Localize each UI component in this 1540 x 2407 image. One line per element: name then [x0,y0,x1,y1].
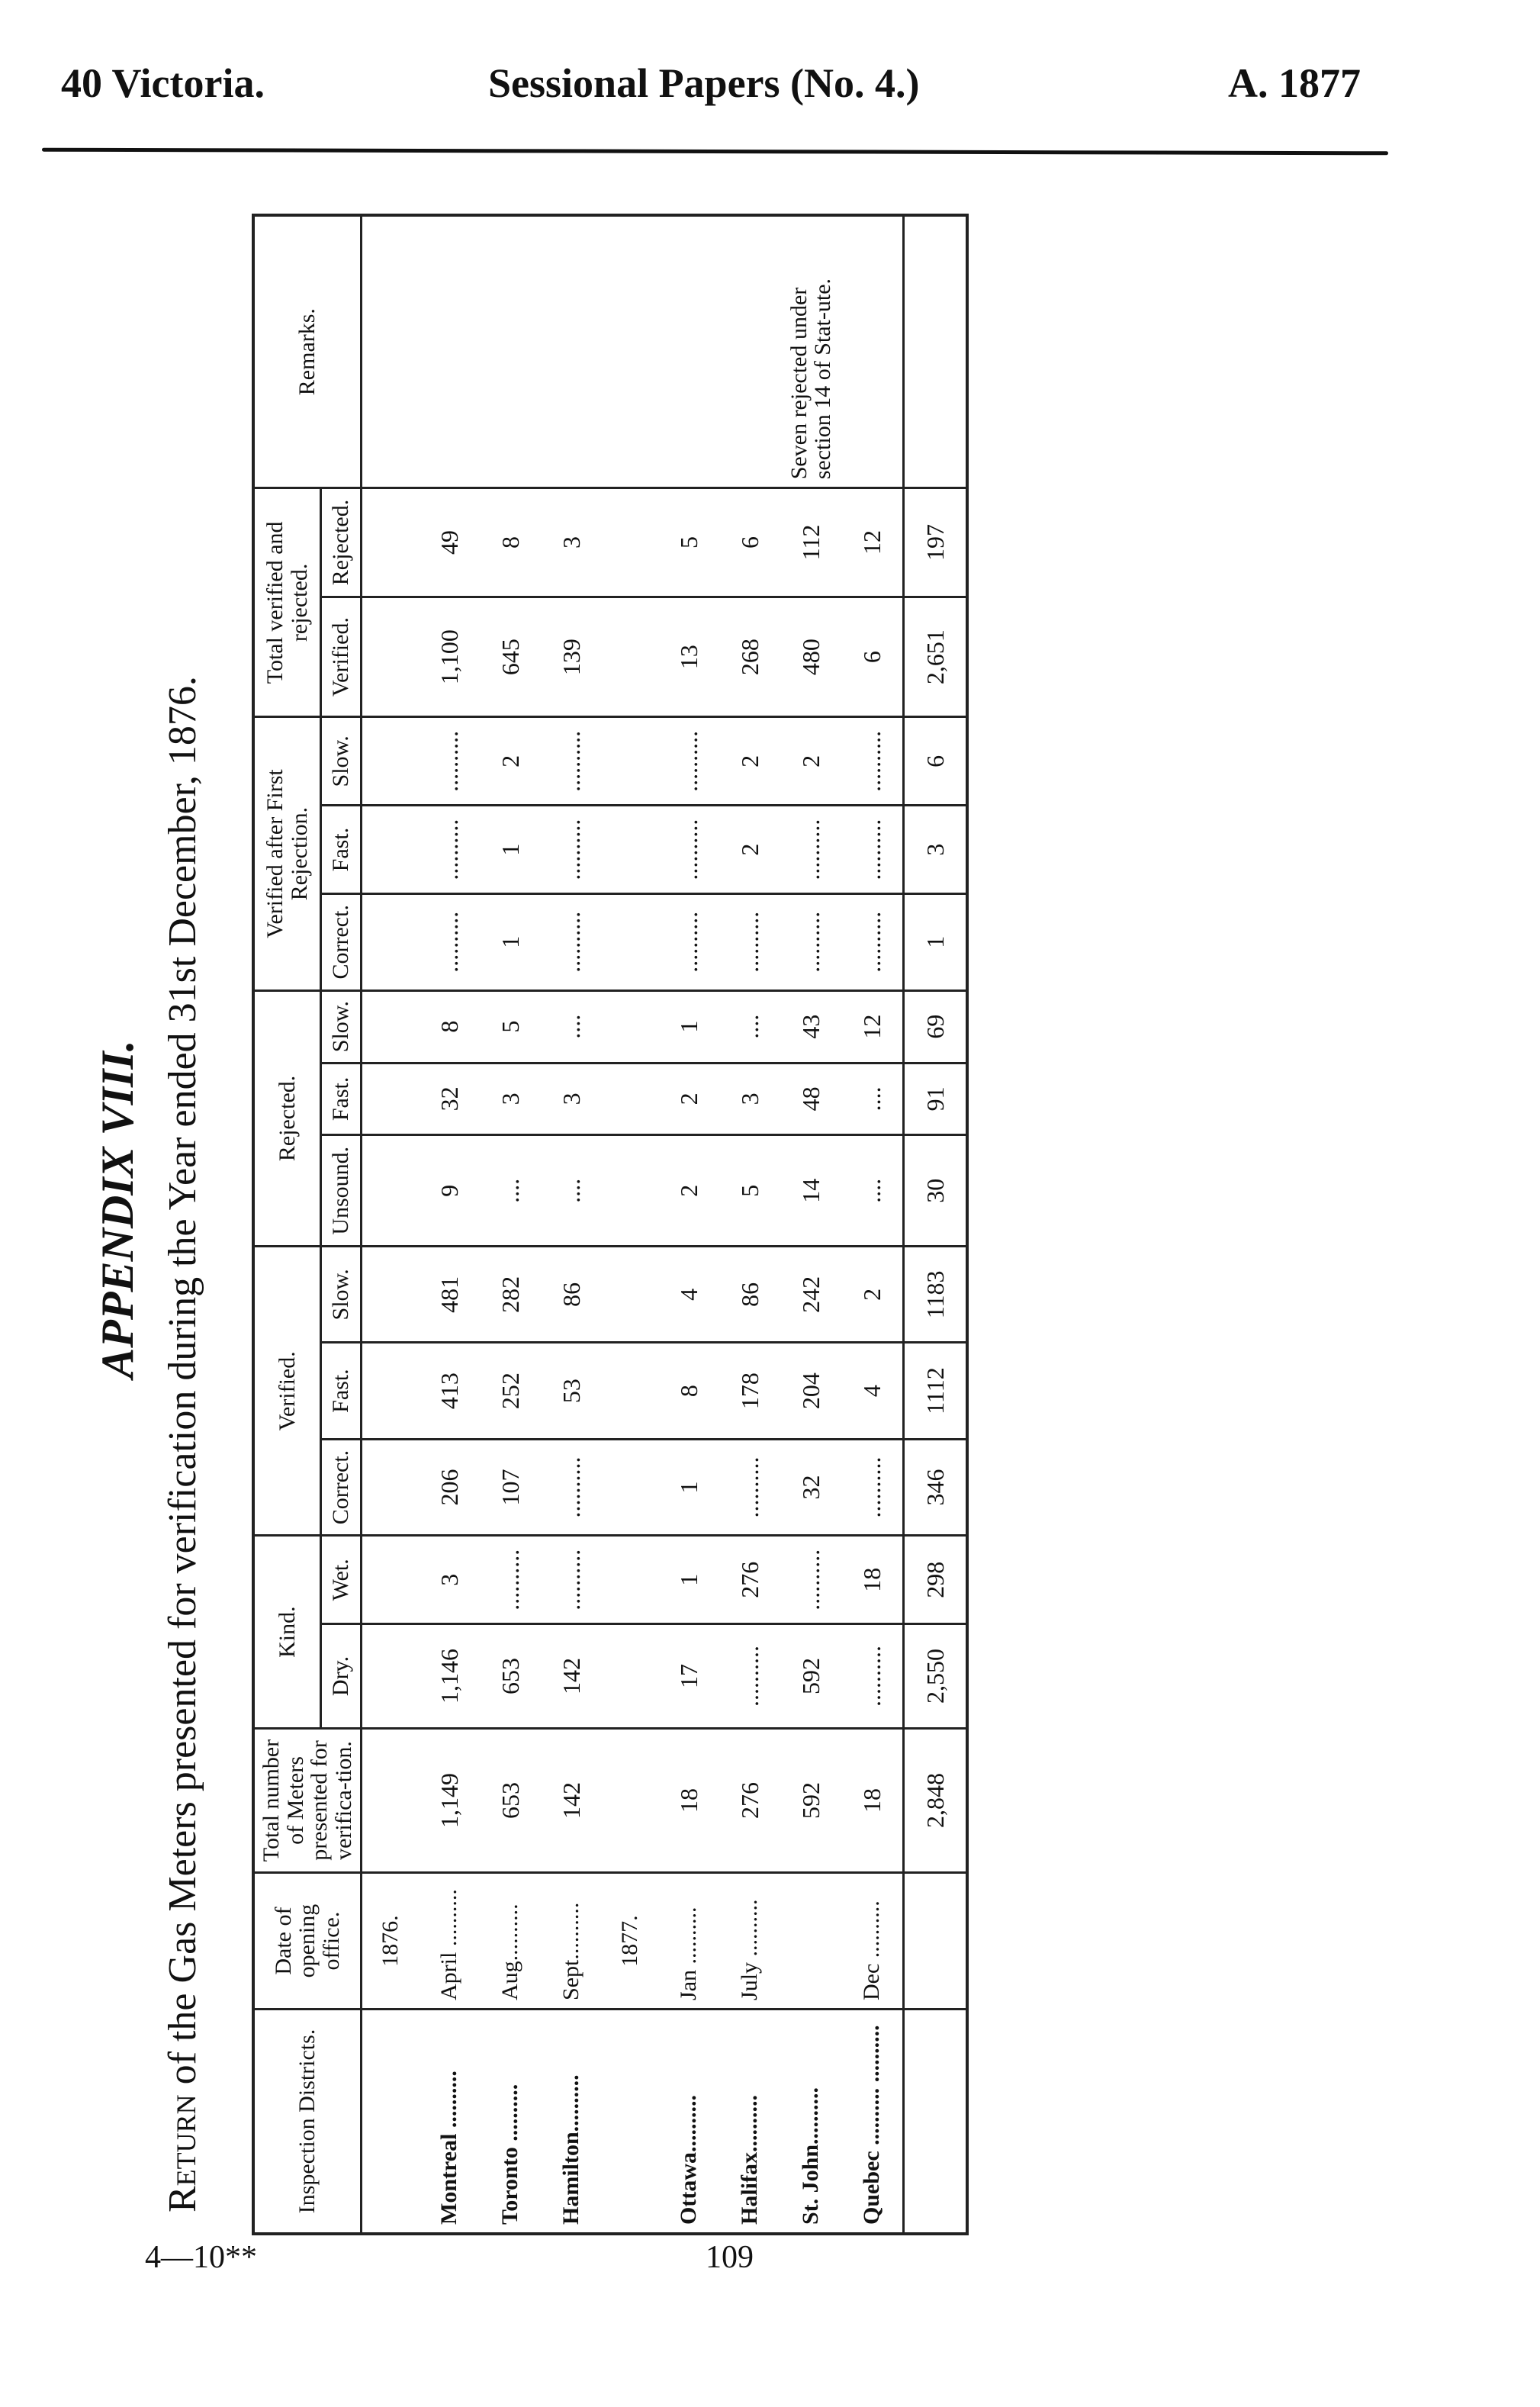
cell-total: 18 [841,1728,904,1872]
col-date: Date of opening office. [253,1873,362,2010]
total-a-correct: 1 [904,893,968,990]
year-1876: 1876. [362,1873,420,2010]
remarks-cell [419,215,480,488]
district-name: Toronto .......... [480,2009,541,2234]
cell-v-correct: 1 [658,1439,719,1536]
return-title-lead: Return [161,2094,204,2212]
cell-r-fast: 2 [658,1063,719,1135]
cell-wet: .......... [541,1536,602,1624]
cell-v-slow: 86 [541,1247,602,1343]
cell-dry: 592 [780,1624,841,1729]
year-row-1876 [362,215,420,2234]
appendix-title: APPENDIX VIII. [92,1040,143,1379]
cell-a-fast: .......... [780,806,841,894]
totals-row [904,215,968,2234]
cell-t-rejected: 8 [480,488,541,597]
cell-t-rejected: 6 [719,488,780,597]
cell-a-slow: .......... [419,717,480,806]
spacer-cell [904,2009,968,2234]
table-row [658,215,719,2234]
cell-v-correct: 32 [780,1439,841,1536]
cell-v-slow: 4 [658,1247,719,1343]
col-dry: Dry. [321,1624,362,1729]
spacer-cell [602,1063,658,1135]
cell-dry: .......... [841,1624,904,1729]
total-v-slow: 1183 [904,1247,968,1343]
cell-v-fast: 53 [541,1343,602,1439]
cell-t-rejected: 112 [780,488,841,597]
cell-dry: 142 [541,1624,602,1729]
col-v-correct: Correct. [321,1439,362,1536]
cell-a-correct: .......... [719,893,780,990]
total-wet: 298 [904,1536,968,1624]
cell-a-slow: .......... [541,717,602,806]
cell-wet: 3 [419,1536,480,1624]
cell-a-slow: 2 [719,717,780,806]
remarks-cell [658,215,719,488]
district-name: Ottawa.......... [658,2009,719,2234]
page-number: 109 [706,2240,754,2275]
remarks-cell: Seven rejected under section 14 of Stat-ute. [780,215,841,488]
rotated-page-content [76,160,1236,2258]
cell-total: 653 [480,1728,541,1872]
cell-a-correct: .......... [841,893,904,990]
spacer-cell [602,806,658,894]
spacer-cell [904,1873,968,2010]
cell-v-slow: 86 [719,1247,780,1343]
district-name: Montreal .......... [419,2009,480,2234]
district-name: St. John.......... [780,2009,841,2234]
cell-r-slow: 43 [780,990,841,1063]
cell-a-fast: .......... [841,806,904,894]
cell-a-correct: 1 [480,893,541,990]
cell-r-fast: 48 [780,1063,841,1135]
header-year: A. 1877 [1228,60,1361,106]
cell-dry: .......... [719,1624,780,1729]
header-papers: Sessional Papers (No. 4.) [488,60,920,106]
cell-a-slow: 2 [480,717,541,806]
gas-meter-return-table [252,214,969,2235]
cell-a-fast: 2 [719,806,780,894]
table-row [780,215,841,2234]
cell-v-slow: 481 [419,1247,480,1343]
total-a-fast: 3 [904,806,968,894]
spacer-cell [602,1728,658,1872]
cell-a-fast: .......... [419,806,480,894]
col-verified-after: Verified after First Rejection. [253,717,321,990]
cell-wet: 1 [658,1536,719,1624]
table-row [480,215,541,2234]
cell-v-fast: 204 [780,1343,841,1439]
district-name: Halifax.......... [719,2009,780,2234]
opening-date: Aug.......... [480,1873,541,2010]
remarks-cell [841,215,904,488]
spacer-cell [602,1135,658,1247]
cell-a-slow: 2 [780,717,841,806]
cell-v-fast: 252 [480,1343,541,1439]
total-v-correct: 346 [904,1439,968,1536]
col-r-unsound: Unsound. [321,1135,362,1247]
cell-wet: 18 [841,1536,904,1624]
cell-r-unsound: .... [480,1135,541,1247]
cell-t-verified: 13 [658,597,719,717]
cell-total: 276 [719,1728,780,1872]
cell-total: 142 [541,1728,602,1872]
cell-r-unsound: 5 [719,1135,780,1247]
col-a-correct: Correct. [321,893,362,990]
total-v-fast: 1112 [904,1343,968,1439]
spacer-cell [602,717,658,806]
col-t-rejected: Rejected. [321,488,362,597]
cell-r-fast: 3 [719,1063,780,1135]
year-1877: 1877. [602,1873,658,2010]
total-r-slow: 69 [904,990,968,1063]
return-title [160,153,205,2212]
cell-r-slow: 12 [841,990,904,1063]
cell-v-correct: .......... [719,1439,780,1536]
cell-total: 18 [658,1728,719,1872]
table-row [419,215,480,2234]
cell-r-unsound: 9 [419,1135,480,1247]
cell-v-slow: 242 [780,1247,841,1343]
remarks-cell [541,215,602,488]
spacer-cell [904,215,968,488]
cell-t-rejected: 3 [541,488,602,597]
spacer-cell [602,215,658,488]
district-name: Hamilton.......... [541,2009,602,2234]
total-r-fast: 91 [904,1063,968,1135]
total-t-verified: 2,651 [904,597,968,717]
col-a-slow: Slow. [321,717,362,806]
spacer-cell [602,990,658,1063]
cell-dry: 1,146 [419,1624,480,1729]
cell-r-slow: .... [541,990,602,1063]
col-wet: Wet. [321,1536,362,1624]
spacer-cell [602,1247,658,1343]
table-row [841,215,904,2234]
cell-t-rejected: 12 [841,488,904,597]
cell-v-fast: 178 [719,1343,780,1439]
cell-v-fast: 4 [841,1343,904,1439]
remarks-cell [719,215,780,488]
cell-t-verified: 645 [480,597,541,717]
opening-date: Sept.......... [541,1873,602,2010]
cell-dry: 653 [480,1624,541,1729]
cell-r-unsound: 14 [780,1135,841,1247]
cell-r-fast: 3 [541,1063,602,1135]
col-verified: Verified. [253,1247,321,1536]
cell-t-rejected: 49 [419,488,480,597]
opening-date [780,1873,841,2010]
remarks-cell [480,215,541,488]
cell-a-correct: .......... [780,893,841,990]
footer-sheet-mark: 4—10** [145,2240,257,2275]
cell-r-fast: 32 [419,1063,480,1135]
col-kind: Kind. [253,1536,321,1728]
year-row-1877 [602,215,658,2234]
cell-r-slow: .... [719,990,780,1063]
cell-a-slow: .......... [841,717,904,806]
col-v-slow: Slow. [321,1247,362,1343]
col-total-vr: Total verified and rejected. [253,488,321,717]
cell-wet: 276 [719,1536,780,1624]
col-r-slow: Slow. [321,990,362,1063]
cell-r-unsound: .... [841,1135,904,1247]
cell-r-fast: .... [841,1063,904,1135]
cell-dry: 17 [658,1624,719,1729]
cell-t-verified: 1,100 [419,597,480,717]
table-row [719,215,780,2234]
opening-date: April .......... [419,1873,480,2010]
cell-v-slow: 282 [480,1247,541,1343]
cell-total: 1,149 [419,1728,480,1872]
cell-t-verified: 139 [541,597,602,717]
cell-r-unsound: .... [541,1135,602,1247]
cell-v-fast: 413 [419,1343,480,1439]
cell-v-correct: 206 [419,1439,480,1536]
spacer-cell [602,893,658,990]
col-total: Total number of Meters presented for verifica-tion. [253,1728,362,1872]
cell-a-correct: .......... [541,893,602,990]
cell-v-correct: .......... [541,1439,602,1536]
cell-v-slow: 2 [841,1247,904,1343]
total-dry: 2,550 [904,1624,968,1729]
return-title-rest: of the Gas Meters presented for verification during the Year ended 31st December, 1876. [161,676,204,2085]
total-total: 2,848 [904,1728,968,1872]
opening-date: Jan .......... [658,1873,719,2010]
spacer-cell [602,2009,658,2234]
col-remarks: Remarks. [253,215,362,488]
cell-a-fast: .......... [541,806,602,894]
cell-wet: .......... [780,1536,841,1624]
cell-total: 592 [780,1728,841,1872]
header-session: 40 Victoria. [61,60,265,106]
district-name: Quebec .......... .......... [841,2009,904,2234]
cell-wet: .......... [480,1536,541,1624]
col-districts: Inspection Districts. [253,2009,362,2234]
cell-v-correct: 107 [480,1439,541,1536]
cell-t-verified: 480 [780,597,841,717]
spacer-cell [602,488,658,597]
col-a-fast: Fast. [321,806,362,894]
spacer-cell [602,597,658,717]
header-rule [42,148,1388,156]
table-row [541,215,602,2234]
cell-a-correct: .......... [419,893,480,990]
col-r-fast: Fast. [321,1063,362,1135]
total-a-slow: 6 [904,717,968,806]
cell-a-fast: .......... [658,806,719,894]
col-t-verified: Verified. [321,597,362,717]
cell-a-correct: .......... [658,893,719,990]
cell-r-unsound: 2 [658,1135,719,1247]
cell-r-slow: 8 [419,990,480,1063]
cell-r-fast: 3 [480,1063,541,1135]
cell-v-correct: .......... [841,1439,904,1536]
cell-r-slow: 5 [480,990,541,1063]
total-t-rejected: 197 [904,488,968,597]
spacer-cell [602,1343,658,1439]
total-r-unsound: 30 [904,1135,968,1247]
spacer-cell [602,1536,658,1624]
cell-t-verified: 6 [841,597,904,717]
col-v-fast: Fast. [321,1343,362,1439]
cell-a-fast: 1 [480,806,541,894]
cell-t-verified: 268 [719,597,780,717]
opening-date: Dec .......... [841,1873,904,2010]
cell-t-rejected: 5 [658,488,719,597]
spacer-cell [602,1624,658,1729]
cell-v-fast: 8 [658,1343,719,1439]
cell-a-slow: .......... [658,717,719,806]
cell-r-slow: 1 [658,990,719,1063]
col-rejected: Rejected. [253,990,321,1247]
spacer-cell [602,1439,658,1536]
opening-date: July .......... [719,1873,780,2010]
